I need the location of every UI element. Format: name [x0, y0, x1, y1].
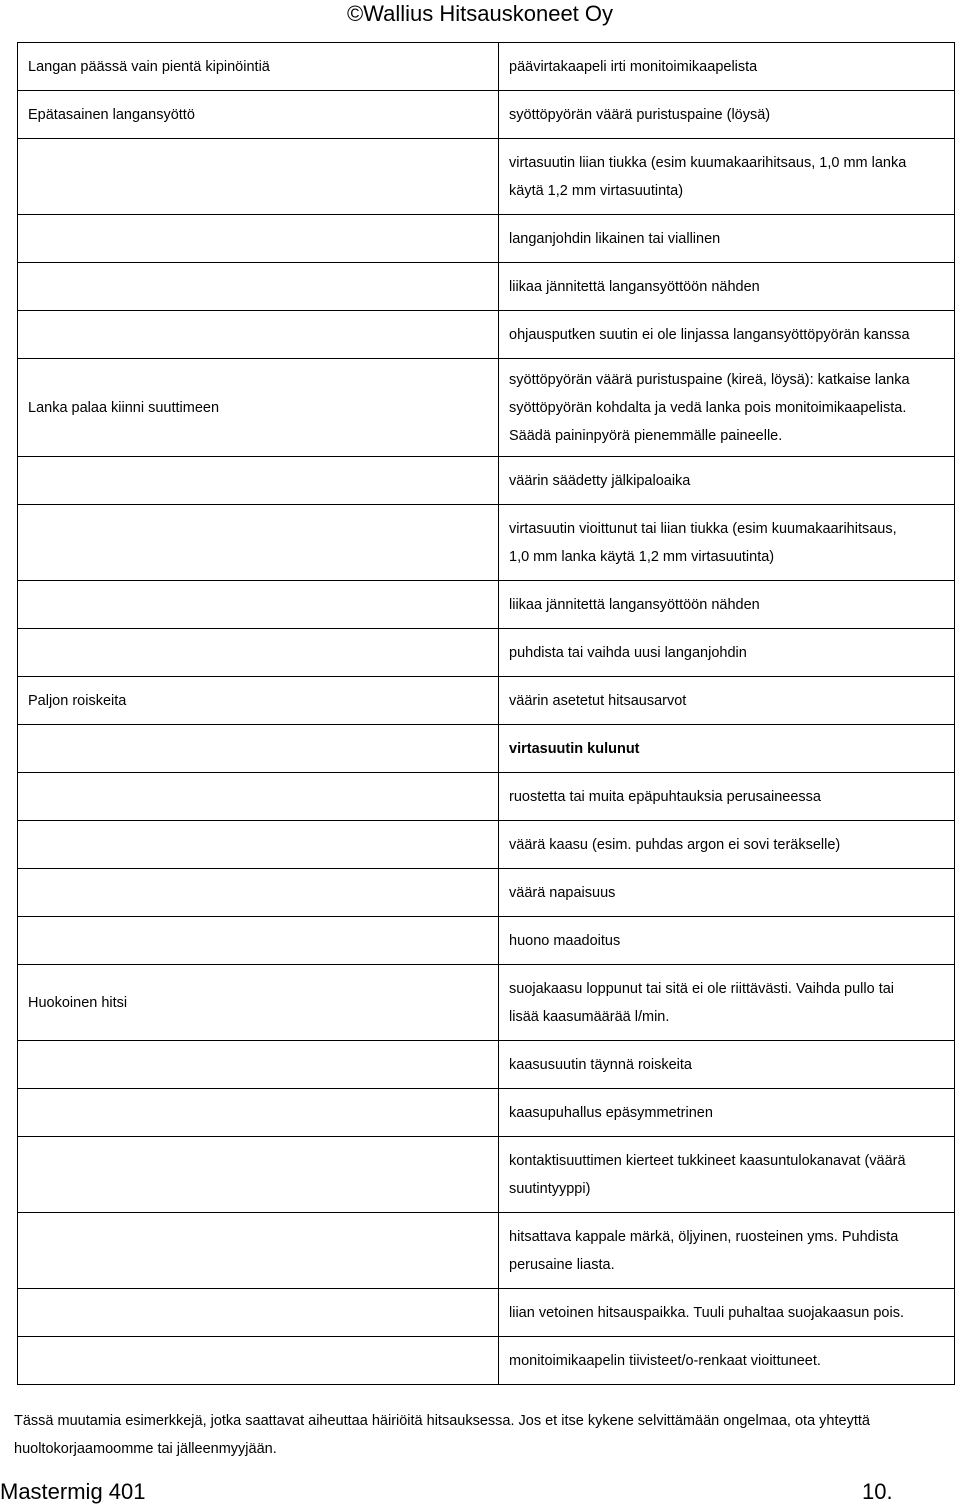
table-row	[18, 725, 955, 773]
cause-cell: syöttöpyörän väärä puristuspaine (löysä)	[499, 91, 955, 139]
symptom-cell	[18, 139, 499, 215]
cause-cell: hitsattava kappale märkä, öljyinen, ruosteinen yms. Puhdista perusaine liasta.	[499, 1213, 955, 1289]
cause-cell: liikaa jännitettä langansyöttöön nähden	[499, 263, 955, 311]
cause-cell: kaasupuhallus epäsymmetrinen	[499, 1089, 955, 1137]
cause-cell: väärä napaisuus	[499, 869, 955, 917]
cause-cell: langanjohdin likainen tai viallinen	[499, 215, 955, 263]
symptom-cell	[18, 1213, 499, 1289]
symptom-cell	[18, 581, 499, 629]
table-row	[18, 311, 955, 359]
table-row	[18, 965, 955, 1041]
cause-cell: kontaktisuuttimen kierteet tukkineet kaasuntulokanavat (väärä suutintyyppi)	[499, 1137, 955, 1213]
table-row	[18, 821, 955, 869]
cause-cell: kaasusuutin täynnä roiskeita	[499, 1041, 955, 1089]
symptom-cell	[18, 725, 499, 773]
symptom-cell	[18, 457, 499, 505]
cause-cell: syöttöpyörän väärä puristuspaine (kireä, löysä): katkaise lanka syöttöpyörän kohdalta ja vedä lanka pois monitoimikaapelista. Säädä paininpyörä pienemmälle paineelle.	[499, 359, 955, 457]
symptom-cell	[18, 1137, 499, 1213]
symptom-cell: Langan päässä vain pientä kipinöintiä	[18, 43, 499, 91]
symptom-cell	[18, 311, 499, 359]
symptom-cell: Epätasainen langansyöttö	[18, 91, 499, 139]
footnote-text: Tässä muutamia esimerkkejä, jotka saattavat aiheuttaa häiriöitä hitsauksessa. Jos et itse kykene selvittämään ongelmaa, ota yhteyttä huoltokorjaamoomme tai jälleenmyyjään.	[14, 1413, 870, 1457]
table-row	[18, 139, 955, 215]
table-row	[18, 581, 955, 629]
symptom-cell: Paljon roiskeita	[18, 677, 499, 725]
cause-cell: väärin asetetut hitsausarvot	[499, 677, 955, 725]
page-number: 10.	[862, 1479, 893, 1504]
table-row	[18, 215, 955, 263]
table-row	[18, 1089, 955, 1137]
cause-cell: ruostetta tai muita epäpuhtauksia perusaineessa	[499, 773, 955, 821]
table-row	[18, 629, 955, 677]
symptom-cell	[18, 1089, 499, 1137]
symptom-cell	[18, 215, 499, 263]
symptom-cell	[18, 917, 499, 965]
cause-cell: puhdista tai vaihda uusi langanjohdin	[499, 629, 955, 677]
cause-cell: liian vetoinen hitsauspaikka. Tuuli puhaltaa suojakaasun pois.	[499, 1289, 955, 1337]
table-row	[18, 91, 955, 139]
symptom-cell: Huokoinen hitsi	[18, 965, 499, 1041]
symptom-cell	[18, 1289, 499, 1337]
symptom-cell	[18, 1337, 499, 1385]
cause-cell: virtasuutin vioittunut tai liian tiukka (esim kuumakaarihitsaus, 1,0 mm lanka käytä 1,2 mm virtasuutinta)	[499, 505, 955, 581]
troubleshooting-table	[17, 42, 955, 1385]
product-name: Mastermig 401	[0, 1479, 146, 1504]
table-row	[18, 917, 955, 965]
symptom-cell	[18, 629, 499, 677]
table-row	[18, 1337, 955, 1385]
table-row	[18, 505, 955, 581]
cause-cell: liikaa jännitettä langansyöttöön nähden	[499, 581, 955, 629]
cause-cell: väärä kaasu (esim. puhdas argon ei sovi teräkselle)	[499, 821, 955, 869]
cause-cell: virtasuutin kulunut	[499, 725, 955, 773]
table-row	[18, 773, 955, 821]
symptom-cell	[18, 773, 499, 821]
symptom-cell	[18, 1041, 499, 1089]
table-row	[18, 457, 955, 505]
cause-cell: monitoimikaapelin tiivisteet/o-renkaat vioittuneet.	[499, 1337, 955, 1385]
cause-cell: virtasuutin liian tiukka (esim kuumakaarihitsaus, 1,0 mm lanka käytä 1,2 mm virtasuutinta)	[499, 139, 955, 215]
table-row	[18, 1041, 955, 1089]
table-row	[18, 263, 955, 311]
symptom-cell: Lanka palaa kiinni suuttimeen	[18, 359, 499, 457]
symptom-cell	[18, 263, 499, 311]
table-row	[18, 1213, 955, 1289]
table-row	[18, 1289, 955, 1337]
table-row	[18, 869, 955, 917]
document-title: ©Wallius Hitsauskoneet Oy	[346, 1, 614, 26]
table-row	[18, 677, 955, 725]
cause-cell: huono maadoitus	[499, 917, 955, 965]
table-row	[18, 43, 955, 91]
cause-cell: väärin säädetty jälkipaloaika	[499, 457, 955, 505]
symptom-cell	[18, 821, 499, 869]
document-header	[0, 0, 960, 27]
table-row	[18, 1137, 955, 1213]
cause-cell: suojakaasu loppunut tai sitä ei ole riittävästi. Vaihda pullo tai lisää kaasumäärää l/min.	[499, 965, 955, 1041]
symptom-cell	[18, 505, 499, 581]
cause-cell: ohjausputken suutin ei ole linjassa langansyöttöpyörän kanssa	[499, 311, 955, 359]
table-row	[18, 359, 955, 457]
symptom-cell	[18, 869, 499, 917]
cause-cell: päävirtakaapeli irti monitoimikaapelista	[499, 43, 955, 91]
